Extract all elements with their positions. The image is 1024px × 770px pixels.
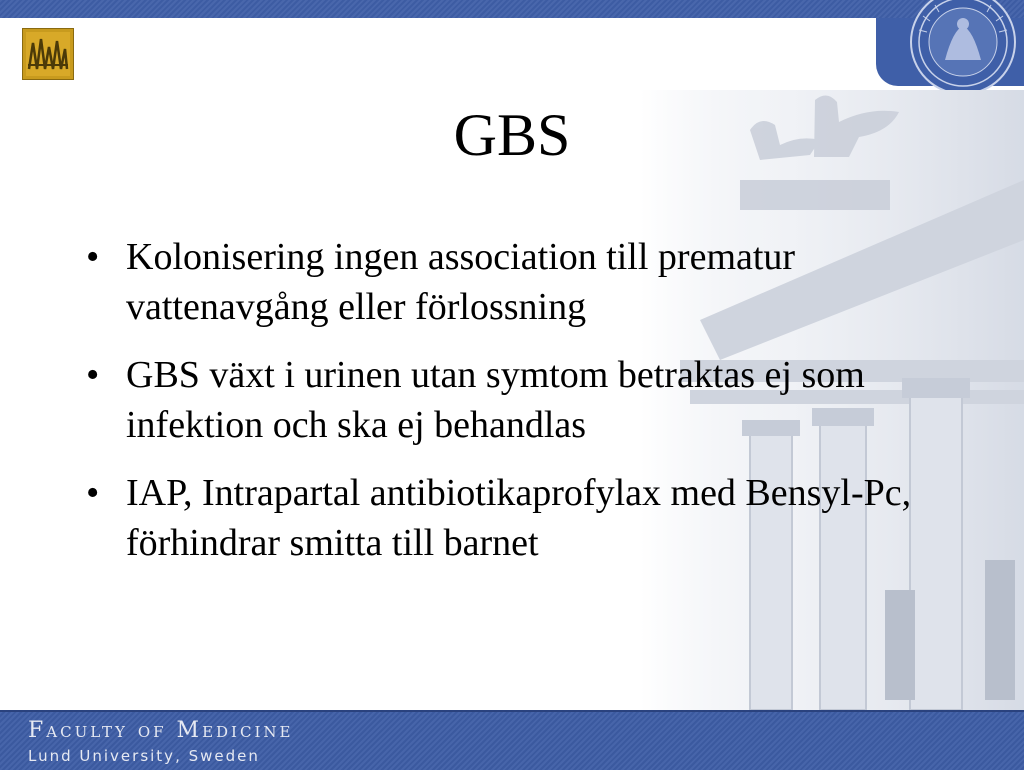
university-seal-icon bbox=[905, 0, 1017, 90]
bullet-icon: • bbox=[86, 472, 100, 514]
bullet-icon: • bbox=[86, 236, 100, 278]
bullet-list bbox=[86, 232, 946, 586]
footer-band bbox=[0, 710, 1024, 770]
bullet-icon: • bbox=[86, 354, 100, 396]
bullet-item bbox=[86, 468, 946, 568]
lund-logo-icon bbox=[22, 28, 74, 80]
bullet-text: IAP, Intrapartal antibiotikaprofylax med Bensyl-Pc, förhindrar smitta till barnet bbox=[126, 472, 912, 564]
university-label: Lund University, Sweden bbox=[28, 747, 260, 765]
slide-title: GBS bbox=[453, 102, 571, 168]
bullet-text: GBS växt i urinen utan symtom betraktas ej som infektion och ska ej behandlas bbox=[126, 354, 865, 446]
bullet-text: Kolonisering ingen association till prematur vattenavgång eller förlossning bbox=[126, 236, 796, 328]
faculty-label: Faculty of Medicine bbox=[28, 718, 294, 743]
bullet-item bbox=[86, 232, 946, 332]
bullet-item bbox=[86, 350, 946, 450]
